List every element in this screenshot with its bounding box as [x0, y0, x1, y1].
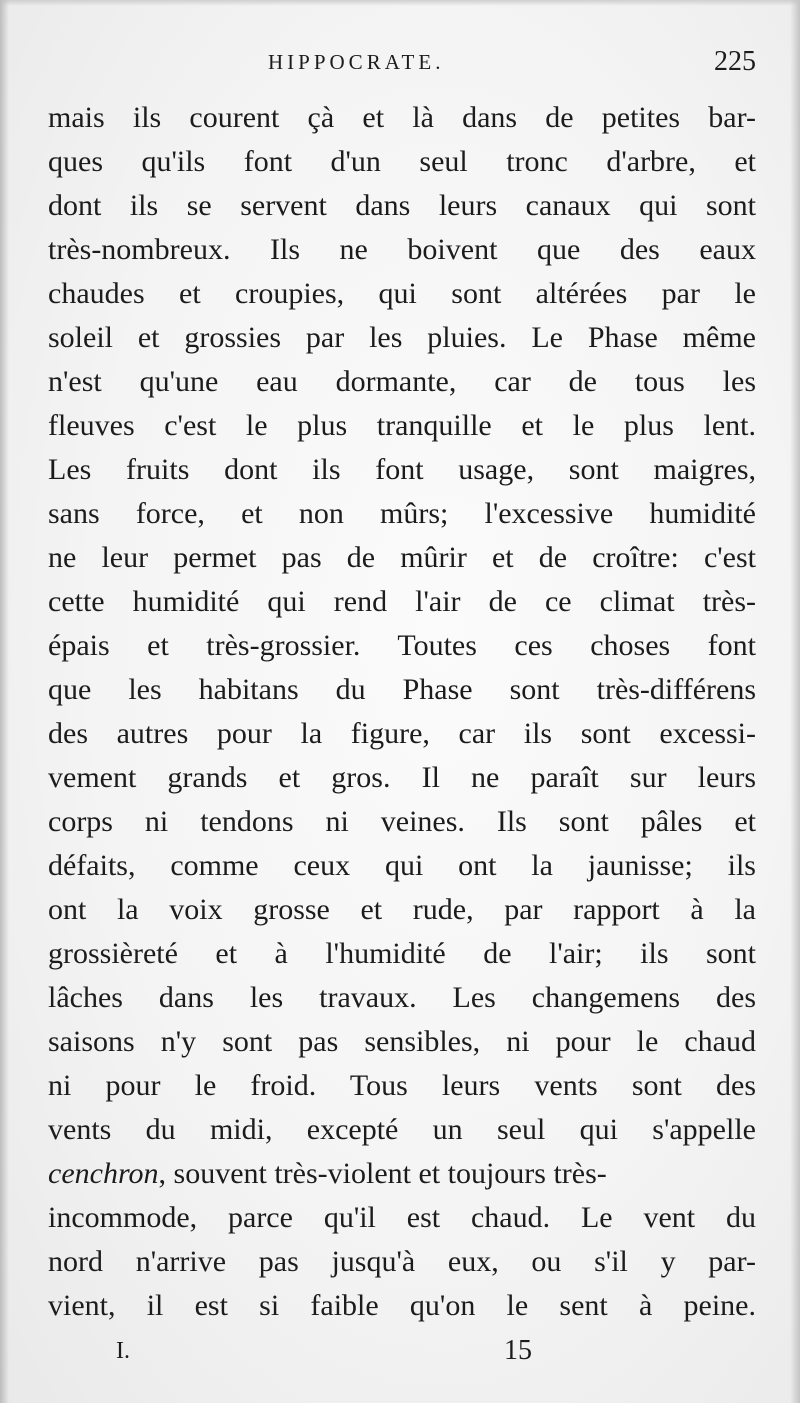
text-line: très-nombreux. Ils ne boivent que des eaux: [48, 233, 756, 266]
text-line-rest: , souvent très-violent et toujours très-: [158, 1157, 607, 1190]
page-footer: [48, 1334, 756, 1368]
text-line: incommode, parce qu'il est chaud. Le vent du: [48, 1201, 756, 1234]
text-line: épais et très-grossier. Toutes ces choses font: [48, 629, 756, 662]
italic-term: cenchron: [48, 1157, 159, 1190]
text-line: vents du midi, excepté un seul qui s'appelle: [48, 1113, 756, 1146]
text-line: Les fruits dont ils font usage, sont maigres,: [48, 453, 756, 486]
text-line: lâches dans les travaux. Les changemens des: [48, 981, 756, 1014]
text-line: dont ils se servent dans leurs canaux qui sont: [48, 189, 756, 222]
text-line-italic-term: [48, 1152, 756, 1196]
sheet-signature: 15: [504, 1335, 532, 1366]
page-number: 225: [714, 46, 756, 77]
text-line: ques qu'ils font d'un seul tronc d'arbre, et: [48, 145, 756, 178]
text-line: vient, il est si faible qu'on le sent à peine.: [48, 1289, 756, 1322]
text-line: nord n'arrive pas jusqu'à eux, ou s'il y par-: [48, 1245, 756, 1278]
text-line: sans force, et non mûrs; l'excessive humidité: [48, 497, 756, 530]
text-line: des autres pour la figure, car ils sont excessi-: [48, 717, 756, 750]
text-line: saisons n'y sont pas sensibles, ni pour le chaud: [48, 1025, 756, 1058]
text-line: soleil et grossies par les pluies. Le Phase même: [48, 321, 756, 354]
text-line: corps ni tendons ni veines. Ils sont pâles et: [48, 805, 756, 838]
text-line: ont la voix grosse et rude, par rapport à la: [48, 893, 756, 926]
text-line: fleuves c'est le plus tranquille et le plus lent.: [48, 409, 756, 442]
text-line: que les habitans du Phase sont très-différens: [48, 673, 756, 706]
text-line: n'est qu'une eau dormante, car de tous les: [48, 365, 756, 398]
page-edge-left: [0, 0, 9, 1403]
text-line: défaits, comme ceux qui ont la jaunisse; ils: [48, 849, 756, 882]
text-line: vement grands et gros. Il ne paraît sur leurs: [48, 761, 756, 794]
text-line: ne leur permet pas de mûrir et de croître: c'est: [48, 541, 756, 574]
text-line: mais ils courent çà et là dans de petites bar-: [48, 101, 756, 134]
text-line: chaudes et croupies, qui sont altérées par le: [48, 277, 756, 310]
page-edge-top: [0, 0, 800, 6]
page-edge-right: [790, 0, 800, 1403]
body-text: [48, 96, 756, 1328]
running-head: [48, 46, 756, 78]
text-line: ni pour le froid. Tous leurs vents sont des: [48, 1069, 756, 1102]
volume-signature: I.: [116, 1338, 130, 1364]
text-line: cette humidité qui rend l'air de ce climat très-: [48, 585, 756, 618]
running-title: HIPPOCRATE.: [268, 50, 445, 74]
text-line: grossièreté et à l'humidité de l'air; ils sont: [48, 937, 756, 970]
